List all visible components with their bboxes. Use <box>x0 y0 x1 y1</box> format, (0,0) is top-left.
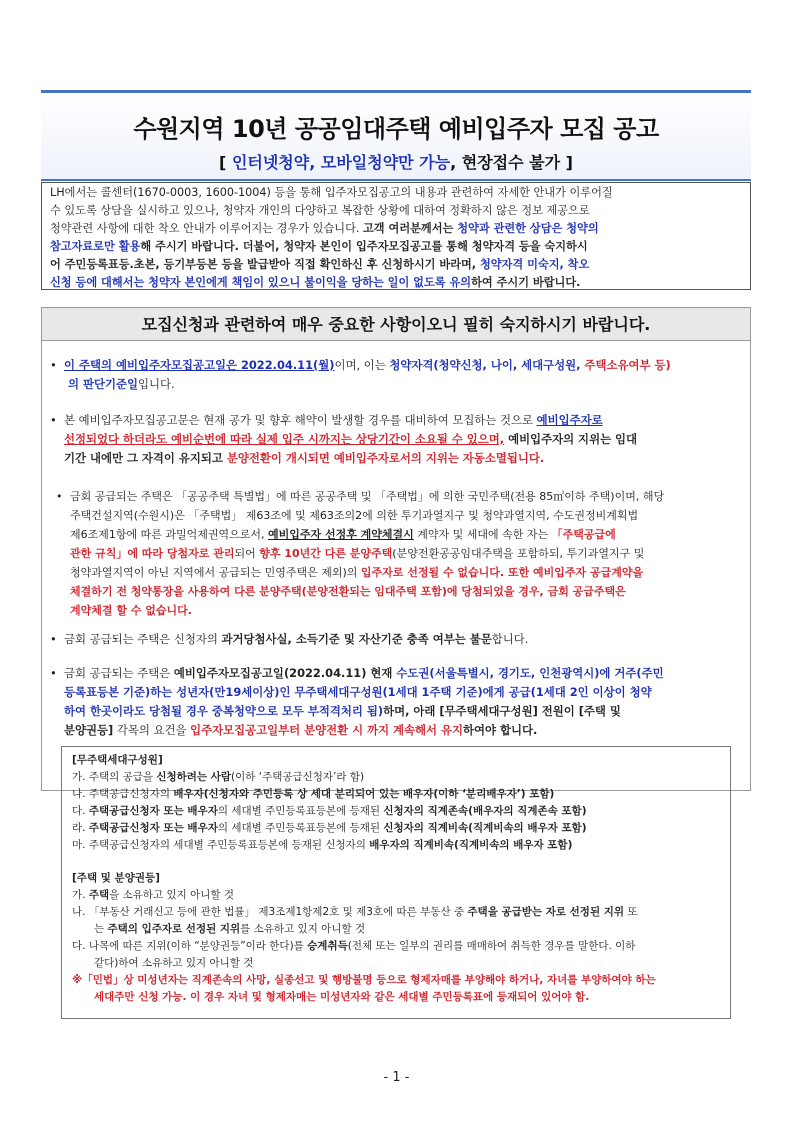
notice-text: 청약관련 사항에 대한 착오 안내가 이루어지는 경우가 있습니다. <box>50 222 363 235</box>
notice-text: 해 주시기 바랍니다. 더불어, 청약자 본인이 입주자모집공고를 통해 청약자격 등을 숙지하시 <box>140 240 588 253</box>
box-item <box>72 887 720 904</box>
bullet-waitlist-status <box>50 411 740 468</box>
box-text: 라. <box>72 822 89 834</box>
bullet-text: 청약자격(청약신청, 나이, 세대구성원, <box>389 358 585 372</box>
box-item <box>72 837 720 854</box>
notice-line <box>50 274 742 292</box>
bullet-text: 「주택공급에 <box>551 528 616 541</box>
box-text: 가. 주택의 공급을 <box>72 771 157 783</box>
title-banner <box>41 90 751 181</box>
box-text: 다. <box>72 805 89 817</box>
notice-text: 청약자격 미숙지, 착오 <box>479 258 590 271</box>
bullet-text: 입주자모집공고일부터 분양전환 시 까지 계속해서 유지 <box>190 723 464 737</box>
box-text: 을 소유하고 있지 아니할 것 <box>109 889 235 901</box>
bullet-income-criteria <box>50 630 740 649</box>
bullet-text: 이며, 이는 <box>334 358 390 372</box>
box-text: 신청자의 직계존속(배우자의 직계존속 포함) <box>383 805 587 817</box>
bullet-text: 과거당첨사실, 소득기준 및 자산기준 충족 여부는 불문 <box>221 632 492 646</box>
bullet-text: 금회 공급되는 주택은 <box>64 666 174 680</box>
box-text: 승계취득 <box>307 940 348 952</box>
page-number: - 1 - <box>383 1070 410 1085</box>
bullet-housing-type <box>50 487 740 620</box>
notice-text: 참고자료로만 활용 <box>50 240 141 253</box>
box-text: 나. 주택공급신청자의 <box>72 788 174 800</box>
subtitle-open: [ <box>219 153 232 172</box>
box-item <box>72 938 720 955</box>
box-item <box>72 786 720 803</box>
notice-line <box>50 238 742 256</box>
notice-text: 청약과 관련한 상담은 청약의 <box>457 222 599 235</box>
box-item <box>72 921 720 938</box>
notice-line <box>50 220 742 238</box>
box-text: 배우자(신청자와 주민등록 상 세대 분리되어 있는 배우자(이하 ‘분리배우자’) 포함) <box>173 788 555 800</box>
bullet-icon: • <box>50 632 57 646</box>
box-text: 주택공급신청자 또는 배우자 <box>88 822 218 834</box>
bullet-text: 선정되었다 하더라도 예비순번에 따라 실제 입주 시까지는 상당기간이 소요될 수 있으며, <box>64 432 505 446</box>
bullet-text: 되어 <box>234 547 260 560</box>
box-heading: [주택 및 분양권등] <box>72 872 160 884</box>
bullet-text: 수도권(서울특별시, 경기도, 인천광역시)에 거주(주민 <box>396 666 664 680</box>
notice-line: LH에서는 콜센터(1670-0003, 1600-1004) 등을 통해 입주자모집공고의 내용과 관련하여 자세한 안내가 이루어질 <box>50 186 613 199</box>
bullet-text: 등록표등본 기준)하는 성년자(만19세이상)인 무주택세대구성원 <box>64 685 383 699</box>
bullet-icon: • <box>50 666 57 680</box>
important-notes <box>41 341 751 791</box>
box-heading: [무주택세대구성원] <box>72 754 163 766</box>
box-text: 신청자의 직계비속(직계비속의 배우자 포함) <box>383 822 587 834</box>
bullet-text: 이 주택의 예비입주자모집공고일은 2022.04.11(월) <box>64 358 335 372</box>
box-item <box>72 820 720 837</box>
box-text: 배우자의 직계비속(직계비속의 배우자 포함) <box>369 839 573 851</box>
bullet-text: 금회 공급되는 주택은 신청자의 <box>64 632 222 646</box>
bullet-icon: • <box>50 413 57 427</box>
bullet-text: 입니다. <box>138 377 175 391</box>
box-text: (전체 또는 일부의 권리를 매매하여 취득한 경우를 말한다. 이하 <box>347 940 636 952</box>
notice-text: 고객 여러분께서는 <box>363 222 458 235</box>
bullet-text: 기간 내에만 그 자격이 유지되고 <box>64 451 227 465</box>
bullet-text: 향후 10년간 다른 분양주택 <box>259 547 393 560</box>
bullet-text: 하여야 합니다. <box>463 723 538 737</box>
bullet-eligibility <box>50 664 740 740</box>
box-text: 나. 「부동산 거래신고 등에 관한 법률」 제3조제1항제2호 및 제3호에 따른 부동산 중 <box>72 906 468 918</box>
notice-text: 신청 등에 대해서는 청약자 본인에게 책임이 있으니 불이익을 당하는 일이 없도록 유의 <box>50 276 472 289</box>
bullet-text: 하여 한곳이라도 당첨될 경우 중복청약으로 모두 부적격처리 됨) <box>64 704 384 718</box>
bullet-text: 하며, 아래 [무주택세대구성원] 전원이 [주택 및 <box>383 704 621 718</box>
bullet-text: 본 예비입주자모집공고문은 현재 공가 및 향후 해약이 발생할 경우를 대비하여 모집하는 것으로 <box>64 413 537 427</box>
bullet-icon: • <box>50 358 57 372</box>
bullet-text: 관한 규칙」에 따라 당첨자로 관리 <box>70 547 235 560</box>
bullet-text: 계약자 및 세대에 속한 자는 <box>413 528 552 541</box>
bullet-text: 주택건설지역(수원시)은 「주택법」 제63조에 및 제63조의2에 의한 투기과열지구 및 청약과열지역, 수도권정비계획법 <box>70 509 639 522</box>
subtitle-close: ] <box>560 153 573 172</box>
box-item <box>72 904 720 921</box>
notice-text: 하여 주시기 바랍니다. <box>471 276 581 289</box>
box-text: 신청하려는 사람 <box>156 771 232 783</box>
page-title: 수원지역 10년 공공임대주택 예비입주자 모집 공고 <box>133 115 659 143</box>
box-text: 주택공급신청자 또는 배우자 <box>88 805 218 817</box>
bullet-text: (1세대 1주택 기준)에게 공급(1세대 2인 이상이 청약 <box>382 685 652 699</box>
bullet-text: 분양전환이 개시되면 예비입주자로서의 지위는 자동소멸됩니다. <box>226 451 545 465</box>
bullet-text: 의 판단기준일 <box>68 377 138 391</box>
bullet-text: 예비입주자 선정후 계약체결시 <box>268 528 414 541</box>
bullet-text: 금회 공급되는 주택은 「공공주택 특별법」에 따른 공공주택 및 「주택법」에 의한 국민주택(전용 85㎡이하 주택)이며, 해당 <box>70 490 665 503</box>
bullet-text: 예비입주자의 지위는 임대 <box>504 432 638 446</box>
subtitle-online: 인터넷청약, 모바일청약만 가능 <box>231 153 451 172</box>
requirements-box <box>61 746 731 1019</box>
bullet-text: 또한 예비입주자 공급계약을 <box>504 566 644 579</box>
bullet-text: (분양전환공공임대주택을 포함하되, 투기과열지구 및 <box>392 547 645 560</box>
bullet-icon: • <box>56 490 63 503</box>
bullet-text: 주택소유여부 등) <box>584 358 671 372</box>
box-footnote: ※「민법」상 미성년자는 직계존속의 사망, 실종선고 및 행방불명 등으로 형제자매를 부양해야 하거나, 자녀를 부양하여야 하는 <box>72 974 656 986</box>
bullet-text: 분양권등] <box>64 723 114 737</box>
notice-text: 어 주민등록표등.초본, 등기부등본 등을 발급받아 직접 확인하신 후 신청하시기 바라며, <box>50 258 480 271</box>
box-item <box>72 803 720 820</box>
bullet-text: 입주자로 선정될 수 없습니다. <box>360 566 505 579</box>
box-text: 를 소유하고 있지 아니할 것 <box>240 923 366 935</box>
box-item <box>72 769 720 786</box>
section-heading: 모집신청과 관련하여 매우 중요한 사항이오니 필히 숙지하시기 바랍니다. <box>41 307 751 341</box>
box-text: (이하 ‘주택공급신청자’라 함) <box>231 771 365 783</box>
subtitle-comma: , <box>450 153 462 172</box>
consultation-notice <box>41 182 751 290</box>
box-text: 의 세대별 주민등록표등본에 등재된 <box>217 805 384 817</box>
box-text: 마. 주택공급신청자의 세대별 주민등록표등본에 등재된 신청자의 <box>72 839 370 851</box>
bullet-text: 제6조제1항에 따른 과밀억제권역으로서, <box>70 528 268 541</box>
bullet-text: 합니다. <box>491 632 529 646</box>
box-text: 또 <box>624 906 638 918</box>
box-item: 같다)하여 소유하고 있지 아니할 것 <box>94 957 254 969</box>
bullet-text: 청약과열지역이 아닌 지역에서 공급되는 민영주택은 제외)의 <box>70 566 361 579</box>
bullet-text: 각목의 요건을 <box>113 723 191 737</box>
notice-line <box>50 256 742 274</box>
bullet-announcement-date <box>50 356 740 394</box>
box-text: 주택의 입주자로 선정된 지위 <box>107 923 241 935</box>
box-text: 가. <box>72 889 89 901</box>
bullet-text: 체결하기 전 청약통장을 사용하여 다른 분양주택(분양전환되는 임대주택 포함)에 당첨되었을 경우, 금회 공급주택은 <box>70 585 626 598</box>
bullet-text: 예비입주자모집공고일(2022.04.11) 현재 <box>173 666 397 680</box>
box-text: 는 <box>94 923 108 935</box>
bullet-text: 계약체결 할 수 없습니다. <box>70 604 192 617</box>
subtitle-onsite: 현장접수 불가 <box>461 153 561 172</box>
page-subtitle <box>41 150 751 173</box>
box-text: 주택 <box>88 889 110 901</box>
bullet-text: 예비입주자로 <box>536 413 603 427</box>
box-footnote: 세대주만 신청 가능. 이 경우 자녀 및 형제자매는 미성년자와 같은 세대별 주민등록표에 등재되어 있어야 함. <box>94 991 590 1003</box>
box-text: 주택을 공급받는 자로 선정된 지위 <box>467 906 625 918</box>
box-text: 의 세대별 주민등록표등본에 등재된 <box>217 822 384 834</box>
box-text: 다. 나목에 따른 지위(이하 “분양권등”이라 한다)를 <box>72 940 308 952</box>
notice-line: 수 있도록 상담을 실시하고 있으나, 청약자 개인의 다양하고 복잡한 상황에 대하여 정확하지 않은 정보 제공으로 <box>50 204 590 217</box>
